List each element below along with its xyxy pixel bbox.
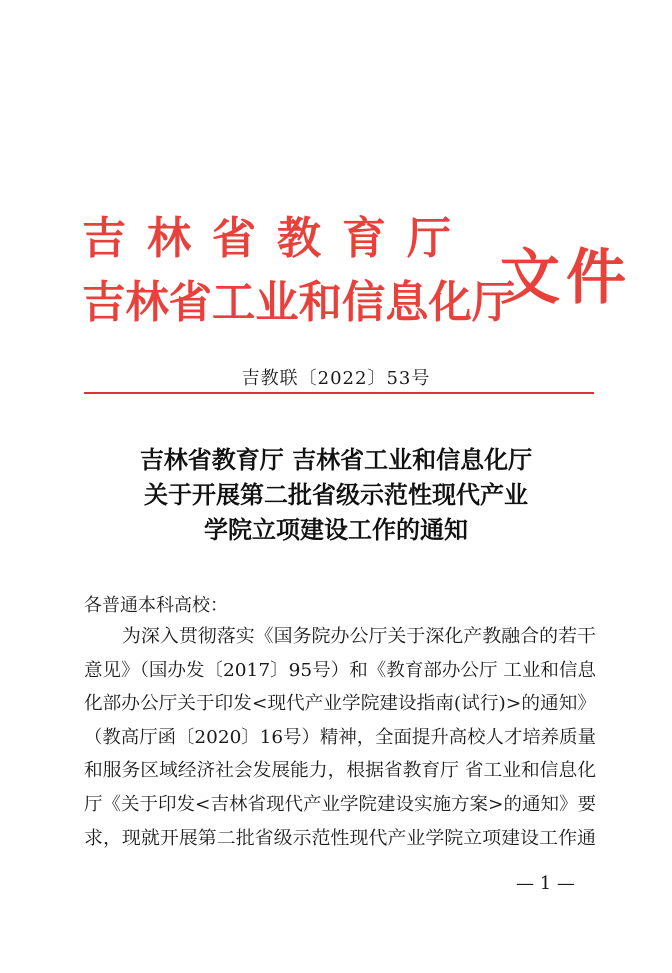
title-line: 学院立项建设工作的通知 [204,515,468,544]
document-number: 吉教联〔2022〕53号 [241,368,431,389]
red-header [82,200,632,330]
body-line-text: 为深入贯彻落实《国务院办公厅关于深化产教融合的若干 [84,626,596,647]
body-line [84,822,596,856]
body-line-text: 化部办公厅关于印发<现代产业学院建设指南(试行)>的通知》 [84,693,596,715]
body-line-text: 厅《关于印发<吉林省现代产业学院建设实施方案>的通知》要 [84,793,596,815]
body-line-text: 意见》（国办发〔2017〕95号）和《教育部办公厅 工业和信息 [84,659,596,681]
body-line-text: 求，现就开展第二批省级示范性现代产业学院立项建设工作通 [84,827,596,849]
page-number: — 1 — [516,873,575,894]
body-line [84,754,596,788]
issuer-industry-department: 吉林省工业和信息化厅 [82,277,516,328]
red-divider [84,392,594,394]
body-line [84,788,596,822]
body-line-text: 和服务区域经济社会发展能力，根据省教育厅 省工业和信息化 [84,760,596,782]
body-line-text: （教高厅函〔2020〕16号）精神，全面提升高校人才培养质量 [84,726,596,748]
issuer-education-department: 吉林省教育厅 [82,213,472,264]
body-line [84,654,596,688]
body-line [84,620,596,654]
body-line [84,721,596,755]
title-line: 关于开展第二批省级示范性现代产业 [144,480,528,509]
document-suffix: 文件 [500,243,632,313]
salutation: 各普通本科高校： [84,595,228,616]
body-line [84,687,596,721]
body-paragraph [84,620,596,855]
document-title [0,442,672,547]
title-line: 吉林省教育厅 吉林省工业和信息化厅 [139,445,533,474]
